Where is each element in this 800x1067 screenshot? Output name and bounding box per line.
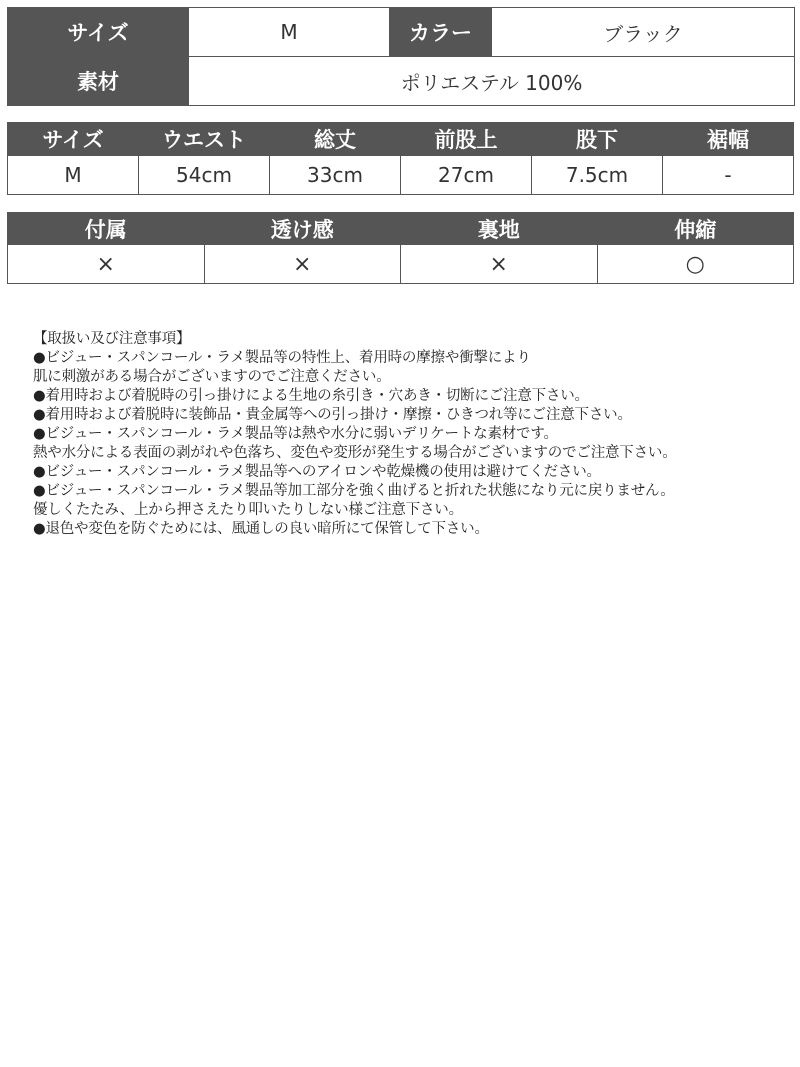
care-line: ●ビジュー・スパンコール・ラメ製品等へのアイロンや乾燥機の使用は避けてください。 (33, 464, 601, 480)
measurement-value: 27cm (401, 156, 532, 195)
feature-value: × (401, 245, 598, 284)
features-value-row (8, 245, 794, 284)
care-title: 【取扱い及び注意事項】 (33, 331, 191, 347)
measurement-value: M (8, 156, 139, 195)
care-line: ●着用時および着脱時に装飾品・貴金属等への引っ掛け・摩擦・ひきつれ等にご注意下さい。 (33, 407, 632, 423)
feature-header: 伸縮 (597, 213, 794, 245)
measurements-table (7, 122, 794, 195)
measurements-value-row (8, 156, 794, 195)
care-line: ●ビジュー・スパンコール・ラメ製品等の特性上、着用時の摩擦や衝撃により (33, 350, 531, 366)
material-label: 素材 (8, 57, 189, 106)
measurement-value: - (663, 156, 794, 195)
features-table (7, 212, 794, 284)
measurement-header: 前股上 (401, 123, 532, 156)
size-label: サイズ (8, 8, 189, 57)
care-notes (33, 330, 793, 539)
feature-header: 付属 (8, 213, 205, 245)
feature-header: 裏地 (401, 213, 598, 245)
care-line: 肌に刺激がある場合がございますのでご注意ください。 (33, 369, 391, 385)
care-line: 優しくたたみ、上から押さえたり叩いたりしない様ご注意下さい。 (33, 502, 463, 518)
measurement-value: 33cm (270, 156, 401, 195)
feature-value: × (8, 245, 205, 284)
measurement-header: 裾幅 (663, 123, 794, 156)
feature-header: 透け感 (204, 213, 401, 245)
measurement-value: 54cm (139, 156, 270, 195)
color-value: ブラック (492, 8, 795, 57)
measurement-header: 股下 (532, 123, 663, 156)
feature-value: × (204, 245, 401, 284)
measurement-header: サイズ (8, 123, 139, 156)
care-line: 熱や水分による表面の剥がれや色落ち、変色や変形が発生する場合がございますのでご注意下さい。 (33, 445, 677, 461)
care-line: ●ビジュー・スパンコール・ラメ製品等加工部分を強く曲げると折れた状態になり元に戻りません。 (33, 483, 675, 499)
spec-table (7, 7, 795, 106)
care-line: ●退色や変色を防ぐためには、風通しの良い暗所にて保管して下さい。 (33, 521, 489, 537)
feature-value: ○ (597, 245, 794, 284)
color-label: カラー (390, 8, 492, 57)
features-header-row (8, 213, 794, 245)
measurement-header: ウエスト (139, 123, 270, 156)
care-line: ●着用時および着脱時の引っ掛けによる生地の糸引き・穴あき・切断にご注意下さい。 (33, 388, 589, 404)
care-line: ●ビジュー・スパンコール・ラメ製品等は熱や水分に弱いデリケートな素材です。 (33, 426, 558, 442)
measurement-value: 7.5cm (532, 156, 663, 195)
size-value: M (189, 8, 390, 57)
measurement-header: 総丈 (270, 123, 401, 156)
material-value: ポリエステル 100% (189, 57, 795, 106)
measurements-header-row (8, 123, 794, 156)
